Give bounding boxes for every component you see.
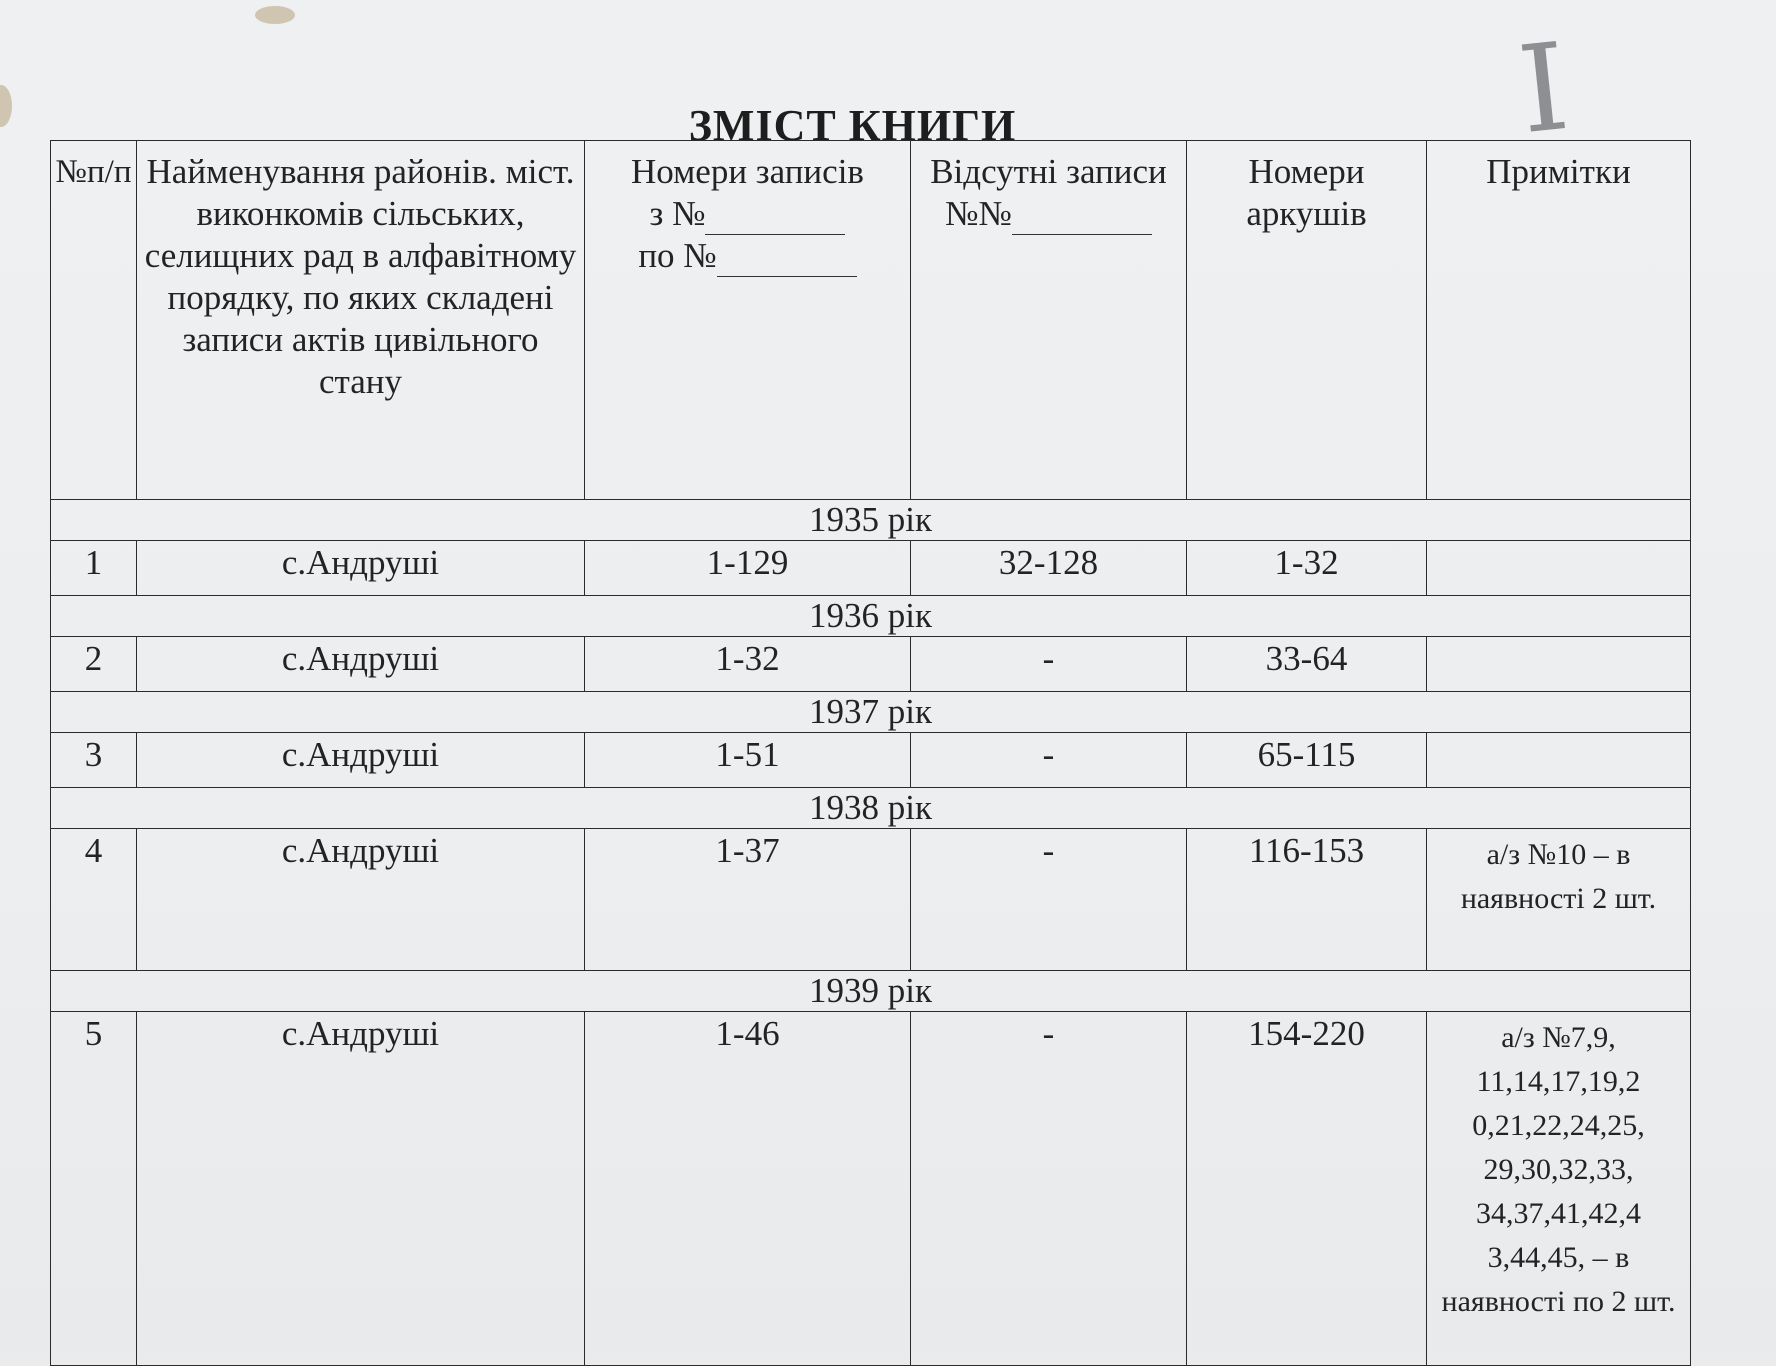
year-label: 1936 рік xyxy=(51,596,1691,637)
year-label: 1938 рік xyxy=(51,788,1691,829)
cell-name: с.Андруші xyxy=(137,541,585,596)
paper-stain xyxy=(255,6,295,24)
cell-name: с.Андруші xyxy=(137,637,585,692)
cell-number: 3 xyxy=(51,733,137,788)
year-label: 1935 рік xyxy=(51,500,1691,541)
cell-notes xyxy=(1427,541,1691,596)
cell-notes xyxy=(1427,733,1691,788)
cell-notes: а/з №7,9, 11,14,17,19,2 0,21,22,24,25, 29,30,32,33, 34,37,41,42,4 3,44,45, – в наявності по 2 шт. xyxy=(1427,1012,1691,1366)
cell-records: 1-129 xyxy=(585,541,911,596)
year-row xyxy=(51,596,1691,637)
header-missing-numbers: №№ xyxy=(911,193,1186,235)
cell-name: с.Андруші xyxy=(137,733,585,788)
cell-missing: 32-128 xyxy=(911,541,1187,596)
handwritten-roman-numeral: I xyxy=(1512,17,1575,162)
year-row xyxy=(51,788,1691,829)
year-row xyxy=(51,692,1691,733)
cell-sheets: 65-115 xyxy=(1187,733,1427,788)
header-records-to: по № xyxy=(585,235,910,277)
cell-number: 5 xyxy=(51,1012,137,1366)
table-row xyxy=(51,1012,1691,1366)
table-row xyxy=(51,733,1691,788)
cell-missing: - xyxy=(911,1012,1187,1366)
year-label: 1939 рік xyxy=(51,971,1691,1012)
header-missing-title: Відсутні записи xyxy=(930,152,1167,191)
header-name: Найменування районів. міст. виконкомів сільських, селищних рад в алфавітному порядку, по яких складені записи актів цивільного стану xyxy=(137,141,585,500)
year-label: 1937 рік xyxy=(51,692,1691,733)
page-title: ЗМІСТ КНИГИ xyxy=(688,101,1017,150)
year-row xyxy=(51,500,1691,541)
cell-sheets: 1-32 xyxy=(1187,541,1427,596)
cell-records: 1-46 xyxy=(585,1012,911,1366)
table-header-row xyxy=(51,141,1691,500)
year-row xyxy=(51,971,1691,1012)
cell-missing: - xyxy=(911,637,1187,692)
cell-name: с.Андруші xyxy=(137,1012,585,1366)
cell-records: 1-37 xyxy=(585,829,911,971)
cell-sheets: 33-64 xyxy=(1187,637,1427,692)
header-number: №п/п xyxy=(51,141,137,500)
cell-records: 1-32 xyxy=(585,637,911,692)
table-row xyxy=(51,637,1691,692)
cell-missing: - xyxy=(911,829,1187,971)
cell-notes xyxy=(1427,637,1691,692)
header-records-title: Номери записів xyxy=(631,152,864,191)
header-missing xyxy=(911,141,1187,500)
cell-records: 1-51 xyxy=(585,733,911,788)
header-sheets: Номери аркушів xyxy=(1187,141,1427,500)
cell-name: с.Андруші xyxy=(137,829,585,971)
cell-sheets: 116-153 xyxy=(1187,829,1427,971)
header-records-from: з № xyxy=(585,193,910,235)
cell-sheets: 154-220 xyxy=(1187,1012,1427,1366)
cell-notes: а/з №10 – в наявності 2 шт. xyxy=(1427,829,1691,971)
cell-missing: - xyxy=(911,733,1187,788)
table-row xyxy=(51,829,1691,971)
header-notes: Примітки xyxy=(1427,141,1691,500)
contents-table xyxy=(50,140,1691,1366)
header-records xyxy=(585,141,911,500)
cell-number: 2 xyxy=(51,637,137,692)
cell-number: 4 xyxy=(51,829,137,971)
table-row xyxy=(51,541,1691,596)
cell-number: 1 xyxy=(51,541,137,596)
